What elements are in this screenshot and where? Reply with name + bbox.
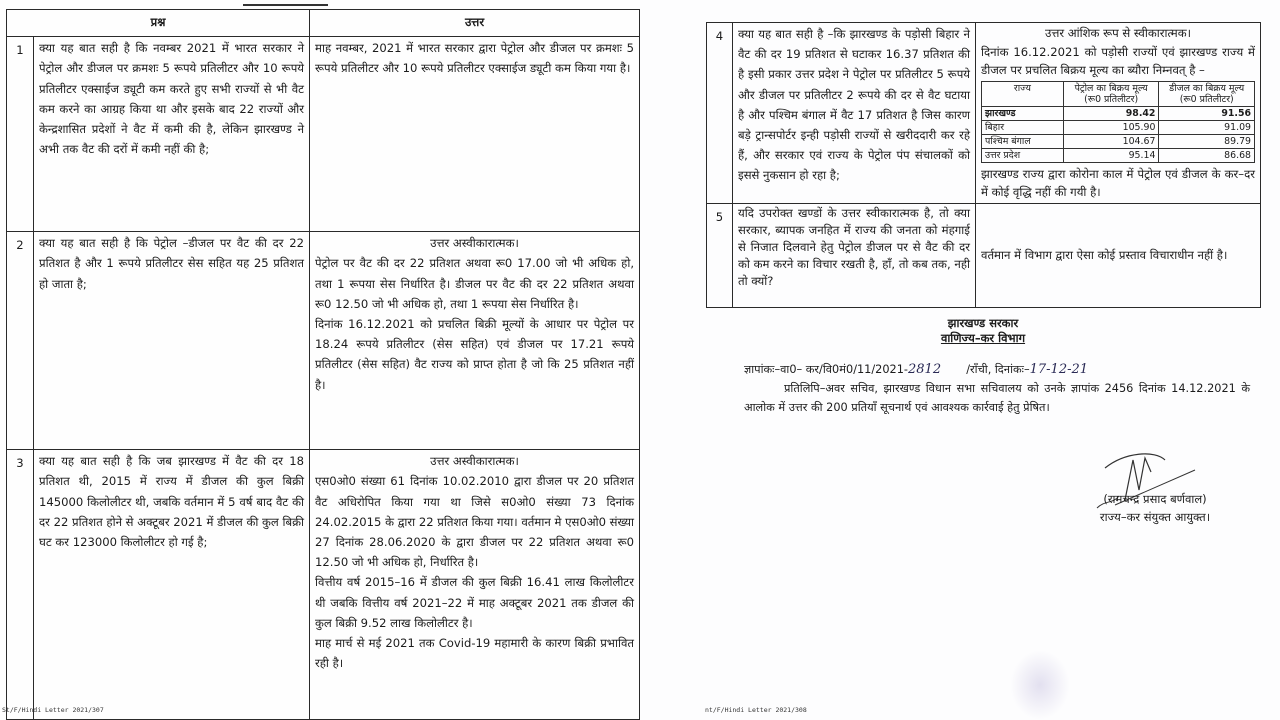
- diesel-price: 89.79: [1159, 134, 1255, 148]
- answer-text: माह नवम्बर, 2021 में भारत सरकार द्वारा पेट्रोल और डीजल पर क्रमशः 5 रूपये प्रतिलीटर और 10 रूपये प्रतिलीटर एक्साईज ड्यूटी कम किया गया है।: [315, 41, 635, 76]
- government-name: झारखण्ड सरकार: [947, 316, 1019, 330]
- handwritten-date: 17-12-21: [1029, 362, 1089, 377]
- answer-cell: [976, 203, 1261, 307]
- petrol-price-column-header: पेट्रोल का बिक्रय मूल्य (रू0 प्रतिलीटर): [1063, 81, 1159, 106]
- answer-column-header: उत्तर: [310, 10, 640, 37]
- memo-place-date-prefix: /राँची, दिनांकः–: [966, 363, 1030, 376]
- answer-heading: उत्तर अस्वीकारात्मक।: [430, 236, 519, 251]
- answer-text: वर्तमान में विभाग द्वारा ऐसा कोई प्रस्ताव विचाराधीन नहीं है।: [981, 247, 1228, 262]
- fuel-price-table: [981, 81, 1255, 163]
- signatory-name: (रामचन्द्र प्रसाद बर्णवाल): [1103, 492, 1207, 506]
- question-text: यदि उपरोक्त खण्डों के उत्तर स्वीकारात्मक है, तो क्या सरकार, ब्यापक जनहित में राज्य की जनता को मंहगाई से निजात दिलवाने हेतु पेट्रोल डीजल पर से वैट की दर को कम करने का विचार रखती है, हाँ, तो कब तक, नही तो क्यों?: [733, 203, 976, 307]
- answer-heading: उत्तर अस्वीकारात्मक।: [430, 454, 519, 469]
- answer-text: एस0ओ0 संख्या 61 दिनांक 10.02.2010 द्वारा डीजल पर 20 प्रतिशत वैट अधिरोपित किया गया था जिसे स0ओ0 संख्या 73 दिनांक 24.02.2015 के द्वारा 22 प्रतिशत किया गया। वर्तमान मे एस0ओ0 संख्या 27 दिनांक 28.06.2020 के द्वारा डीजल पर 22 प्रतिशत अथवा रू0 12.50 जो भी अधिक हो, निर्धारित है।: [315, 474, 635, 570]
- diesel-price: 86.68: [1159, 148, 1255, 162]
- memo-reference-line: [744, 360, 1250, 379]
- memo-block: [744, 360, 1250, 417]
- handwritten-memo-number: 2812: [908, 362, 942, 377]
- question-text: क्या यह बात सही है कि नवम्बर 2021 में भारत सरकार ने पेट्रोल और डीजल पर क्रमशः 5 रूपये प्रतिलीटर और 10 रूपये प्रतिलीटर एक्साईज ड्यूटी कम करते हुए सभी राज्यों से भी वैट कम करने का आग्रह किया था और इसके बाद 22 राज्यों और केन्द्रशासित प्रदेशों ने वैट में कमी की है, लेकिन झारखण्ड ने अभी तक वैट की दरों में कमी नहीं की है;: [34, 37, 310, 232]
- memo-body: प्रतिलिपि–अवर सचिव, झारखण्ड विधान सभा सचिवालय को उनके ज्ञापांक 2456 दिनांक 14.12.2021 के आलोक में उत्तर की 200 प्रतियाँ सूचनार्थ एवं आवश्यक कार्रवाई हेतु प्रेषित।: [744, 382, 1250, 414]
- department-name: [706, 330, 1260, 346]
- state-name: पश्चिम बंगाल: [982, 134, 1064, 148]
- table-row: [707, 203, 1261, 307]
- question-number: 5: [707, 203, 733, 307]
- answer-cell: [976, 23, 1261, 204]
- price-row: [982, 120, 1255, 134]
- answer-text: पेट्रोल पर वैट की दर 22 प्रतिशत अथवा रू0 17.00 जो भी अधिक हो, तथा 1 रूपया सेस निर्धारित है। डीजल पर वैट की दर 22 प्रतिशत अथवा रू0 12.50 जो भी अधिक हो, तथा 1 रूपया सेस निर्धारित है।: [315, 256, 635, 311]
- diesel-price-column-header: डीजल का बिक्रय मूल्य (रू0 प्रतिलीटर): [1159, 81, 1255, 106]
- question-text: क्या यह बात सही है कि पेट्रोल –डीजल पर वैट की दर 22 प्रतिशत है और 1 रूपये प्रतिलीटर सेस सहित यह 25 प्रतिशत हो जाता है;: [34, 232, 310, 450]
- answer-text: वित्तीय वर्ष 2015–16 में डीजल की कुल बिक्री 16.41 लाख किलोलीटर थी जबकि वित्तीय वर्ष 2021–22 में माह अक्टूबर 2021 तक डीजल की कुल बिक्री 9.52 लाख किलोलीटर है।: [315, 575, 635, 630]
- question-number: 2: [7, 232, 34, 450]
- answer-text: दिनांक 16.12.2021 को प्रचलित बिक्री मूल्यों के आधार पर पेट्रोल पर 18.24 रूपये प्रतिलीटर (सेस सहित) एवं डीजल पर 17.21 रूपये प्रतिलीटर (सेस सहित) वैट राज्य को प्राप्त होता है जो कि 25 प्रतिशत नहीं है।: [315, 317, 635, 392]
- petrol-price: 104.67: [1063, 134, 1159, 148]
- table-header-row: [7, 10, 640, 37]
- petrol-price: 98.42: [1063, 106, 1159, 120]
- page-footer-code: St/F/Hindi Letter 2021/307: [2, 706, 104, 714]
- state-name: उत्तर प्रदेश: [982, 148, 1064, 162]
- question-number: 3: [7, 450, 34, 720]
- price-row: [982, 134, 1255, 148]
- diesel-price: 91.56: [1159, 106, 1255, 120]
- price-row: [982, 148, 1255, 162]
- question-text: क्या यह बात सही है –कि झारखण्ड के पड़ोसी बिहार ने वैट की दर 19 प्रतिशत से घटाकर 16.37 प्रतिशत की है इसी प्रकार उत्तर प्रदेश ने पेट्रोल पर प्रतिलीटर 5 रूपये और डीजल पर प्रतिलीटर 2 रूपये की दर से वैट घटाया है और पश्चिम बंगाल में वैट 17 प्रतिशत है जिस कारण बड़े ट्रान्सपोर्टर इन्ही पड़ोसी राज्यों से खरीददारी कर रहे हैं, और सरकार एवं राज्य के पेट्रोल पंप संचालकों को इससे नुकसान हो रहा है;: [733, 23, 976, 204]
- answer-heading: उत्तर आंशिक रूप से स्वीकारात्मक।: [1044, 26, 1192, 40]
- table-row: [7, 37, 640, 232]
- state-column-header: राज्य: [982, 81, 1064, 106]
- table-row: [7, 232, 640, 450]
- answer-text: माह मार्च से मई 2021 तक Covid-19 महामारी के कारण बिक्री प्रभावित रही है।: [315, 636, 635, 671]
- scan-smudge: [1010, 650, 1070, 720]
- question-number: 4: [707, 23, 733, 204]
- question-number: 1: [7, 37, 34, 232]
- diesel-price: 91.09: [1159, 120, 1255, 134]
- title-underline-fragment: [243, 0, 328, 6]
- question-column-header: प्रश्न: [7, 10, 310, 37]
- question-text: क्या यह बात सही है कि जब झारखण्ड में वैट की दर 18 प्रतिशत थी, 2015 में राज्य में डीजल की कुल बिक्री 145000 किलोलीटर थी, जबकि वर्तमान में 5 वर्ष बाद वैट की दर 22 प्रतिशत होने से अक्टूबर 2021 में डीजल की कुल बिक्री घट कर 123000 किलोलीटर हो गई है;: [34, 450, 310, 720]
- memo-ref-prefix: ज्ञापांकः–वा0– कर/वि0मं0/11/2021-: [744, 363, 909, 376]
- answer-cell: [310, 232, 640, 450]
- petrol-price: 95.14: [1063, 148, 1159, 162]
- department-name-text: वाणिज्य–कर विभाग: [940, 331, 1026, 345]
- qa-table-right: [706, 22, 1261, 308]
- state-name: झारखण्ड: [982, 106, 1064, 120]
- page-footer-code: nt/F/Hindi Letter 2021/308: [705, 706, 807, 714]
- qa-table-left: [6, 9, 640, 720]
- answer-cell: [310, 37, 640, 232]
- answer-intro: दिनांक 16.12.2021 को पड़ोसी राज्यों एवं झारखण्ड राज्य में डीजल पर प्रचलित बिक्रय मूल्य का ब्यौरा निम्नवत् है –: [981, 44, 1255, 77]
- table-row: [7, 450, 640, 720]
- answer-outro: झारखण्ड राज्य द्वारा कोरोना काल में पेट्रोल एवं डीजल के कर–दर में कोई वृद्धि नहीं की गयी है।: [981, 166, 1255, 199]
- price-table-header: [982, 81, 1255, 106]
- answer-cell: [310, 450, 640, 720]
- state-name: बिहार: [982, 120, 1064, 134]
- petrol-price: 105.90: [1063, 120, 1159, 134]
- signatory-designation: राज्य–कर संयुक्त आयुक्त।: [1099, 510, 1211, 524]
- price-row: [982, 106, 1255, 120]
- table-row: [707, 23, 1261, 204]
